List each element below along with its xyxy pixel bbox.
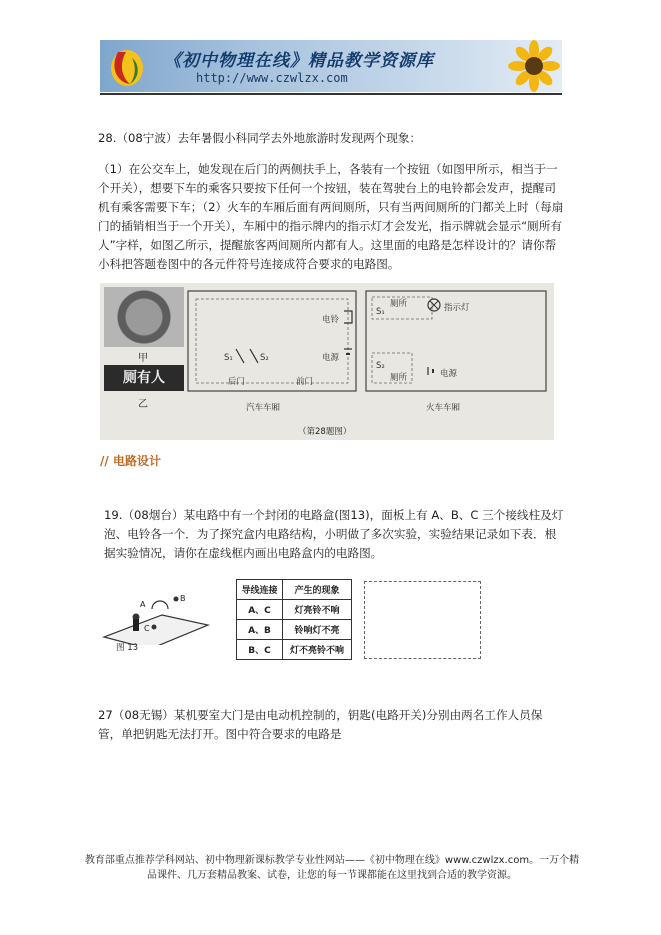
svg-text:B: B [180, 594, 186, 603]
table-cell: 灯不亮铃不响 [283, 640, 352, 660]
table-header: 导线连接 [237, 580, 283, 600]
table-row [237, 600, 352, 620]
site-logo-icon [106, 44, 148, 88]
switch-s2-label: S₂ [260, 353, 269, 363]
circuit-box-drawing [100, 575, 210, 645]
table-cell: 灯亮铃不响 [283, 600, 352, 620]
switch-s1-label: S₁ [224, 353, 233, 363]
banner-url[interactable]: http://www.czwlzx.com [196, 71, 348, 85]
header-rule [100, 93, 562, 95]
figure-label-yi: 乙 [138, 399, 148, 410]
figure-28-caption: （第28题图） [298, 427, 352, 437]
rear-door-label: 后门 [228, 377, 246, 387]
table-header: 产生的现象 [283, 580, 352, 600]
section-title: // 电路设计 [100, 454, 161, 468]
train-s2-label: S₂ [376, 361, 385, 371]
svg-text:A: A [140, 600, 146, 609]
q28-heading: 28.（08宁波）去年暑假小科同学去外地旅游时发现两个现象： [98, 131, 422, 145]
train-compartment-label: 火车车厢 [426, 403, 461, 413]
svg-text:C: C [144, 624, 150, 633]
table-row [237, 620, 352, 640]
q19-text: 19.（08烟台）某电路中有一个封闭的电路盒(图13)，面板上有 A、B、C 三个接线柱及灯泡、电铃各一个．为了探究盒内电路结构，小明做了多次实验，实验结果记录如下表．根据实验情况，请你在虚线框内画出电路盒内的电路图。 [104, 508, 564, 560]
indicator-label: 指示灯 [444, 303, 470, 313]
toilet2-label: 厕所 [390, 373, 408, 383]
table-cell: A、C [237, 600, 283, 620]
page-footer: 教育部重点推荐学科网站、初中物理新课标教学专业性网站——《初中物理在线》www.czwlzx.com。一万个精品课件、几万套精品教案、试卷，让您的每一节课都能在这里找到合适的教学资源。 [84, 855, 580, 881]
figure-13-label: 图 13 [116, 643, 139, 653]
table-cell: B、C [237, 640, 283, 660]
train-s1-label: S₁ [376, 307, 385, 317]
answer-dashed-box[interactable] [364, 581, 481, 659]
train-source-label: 电源 [440, 369, 458, 379]
bus-source-label: 电源 [322, 353, 340, 363]
table-cell: 铃响灯不亮 [283, 620, 352, 640]
figure-label-jia: 甲 [138, 353, 148, 364]
bus-compartment-label: 汽车车厢 [246, 403, 281, 413]
table-header-row [237, 580, 352, 600]
toilet1-label: 厕所 [390, 299, 408, 309]
table-row [237, 640, 352, 660]
front-door-label: 前门 [296, 377, 314, 387]
toilet-sign-photo: 厕有人 [104, 365, 184, 391]
header-banner [100, 40, 562, 92]
q28-body: （1）在公交车上，她发现在后门的两侧扶手上，各装有一个按钮（如图甲所示，相当于一个开关），想要下车的乘客只要按下任何一个按钮，装在驾驶台上的电铃都会发声，提醒司机有乘客需要下车；（2）火车的车厢后面有两间厕所，只有当两间厕所的门都关上时（每扇门的插销相当于一个开关），车厢中的指示牌内的指示灯才会发光，指示牌就会显示“厕所有人”字样，如图乙所示，提醒旅客两间厕所内都有人。这里面的电路是怎样设计的？请你帮小科把答题卷图中的各元件符号连接成符合要求的电路图。 [98, 162, 564, 271]
table-cell: A、B [237, 620, 283, 640]
figure-13 [100, 575, 210, 657]
q27-text: 27（08无锡）某机要室大门是由电动机控制的，钥匙(电路开关)分别由两名工作人员保管，单把钥匙无法打开。图中符合要求的电路是 [98, 708, 543, 741]
sunflower-icon [500, 40, 560, 92]
experiment-table [236, 579, 352, 660]
banner-title: 《初中物理在线》精品教学资源库 [164, 51, 434, 71]
figure-28 [100, 283, 554, 440]
bell-label: 电铃 [322, 315, 340, 325]
